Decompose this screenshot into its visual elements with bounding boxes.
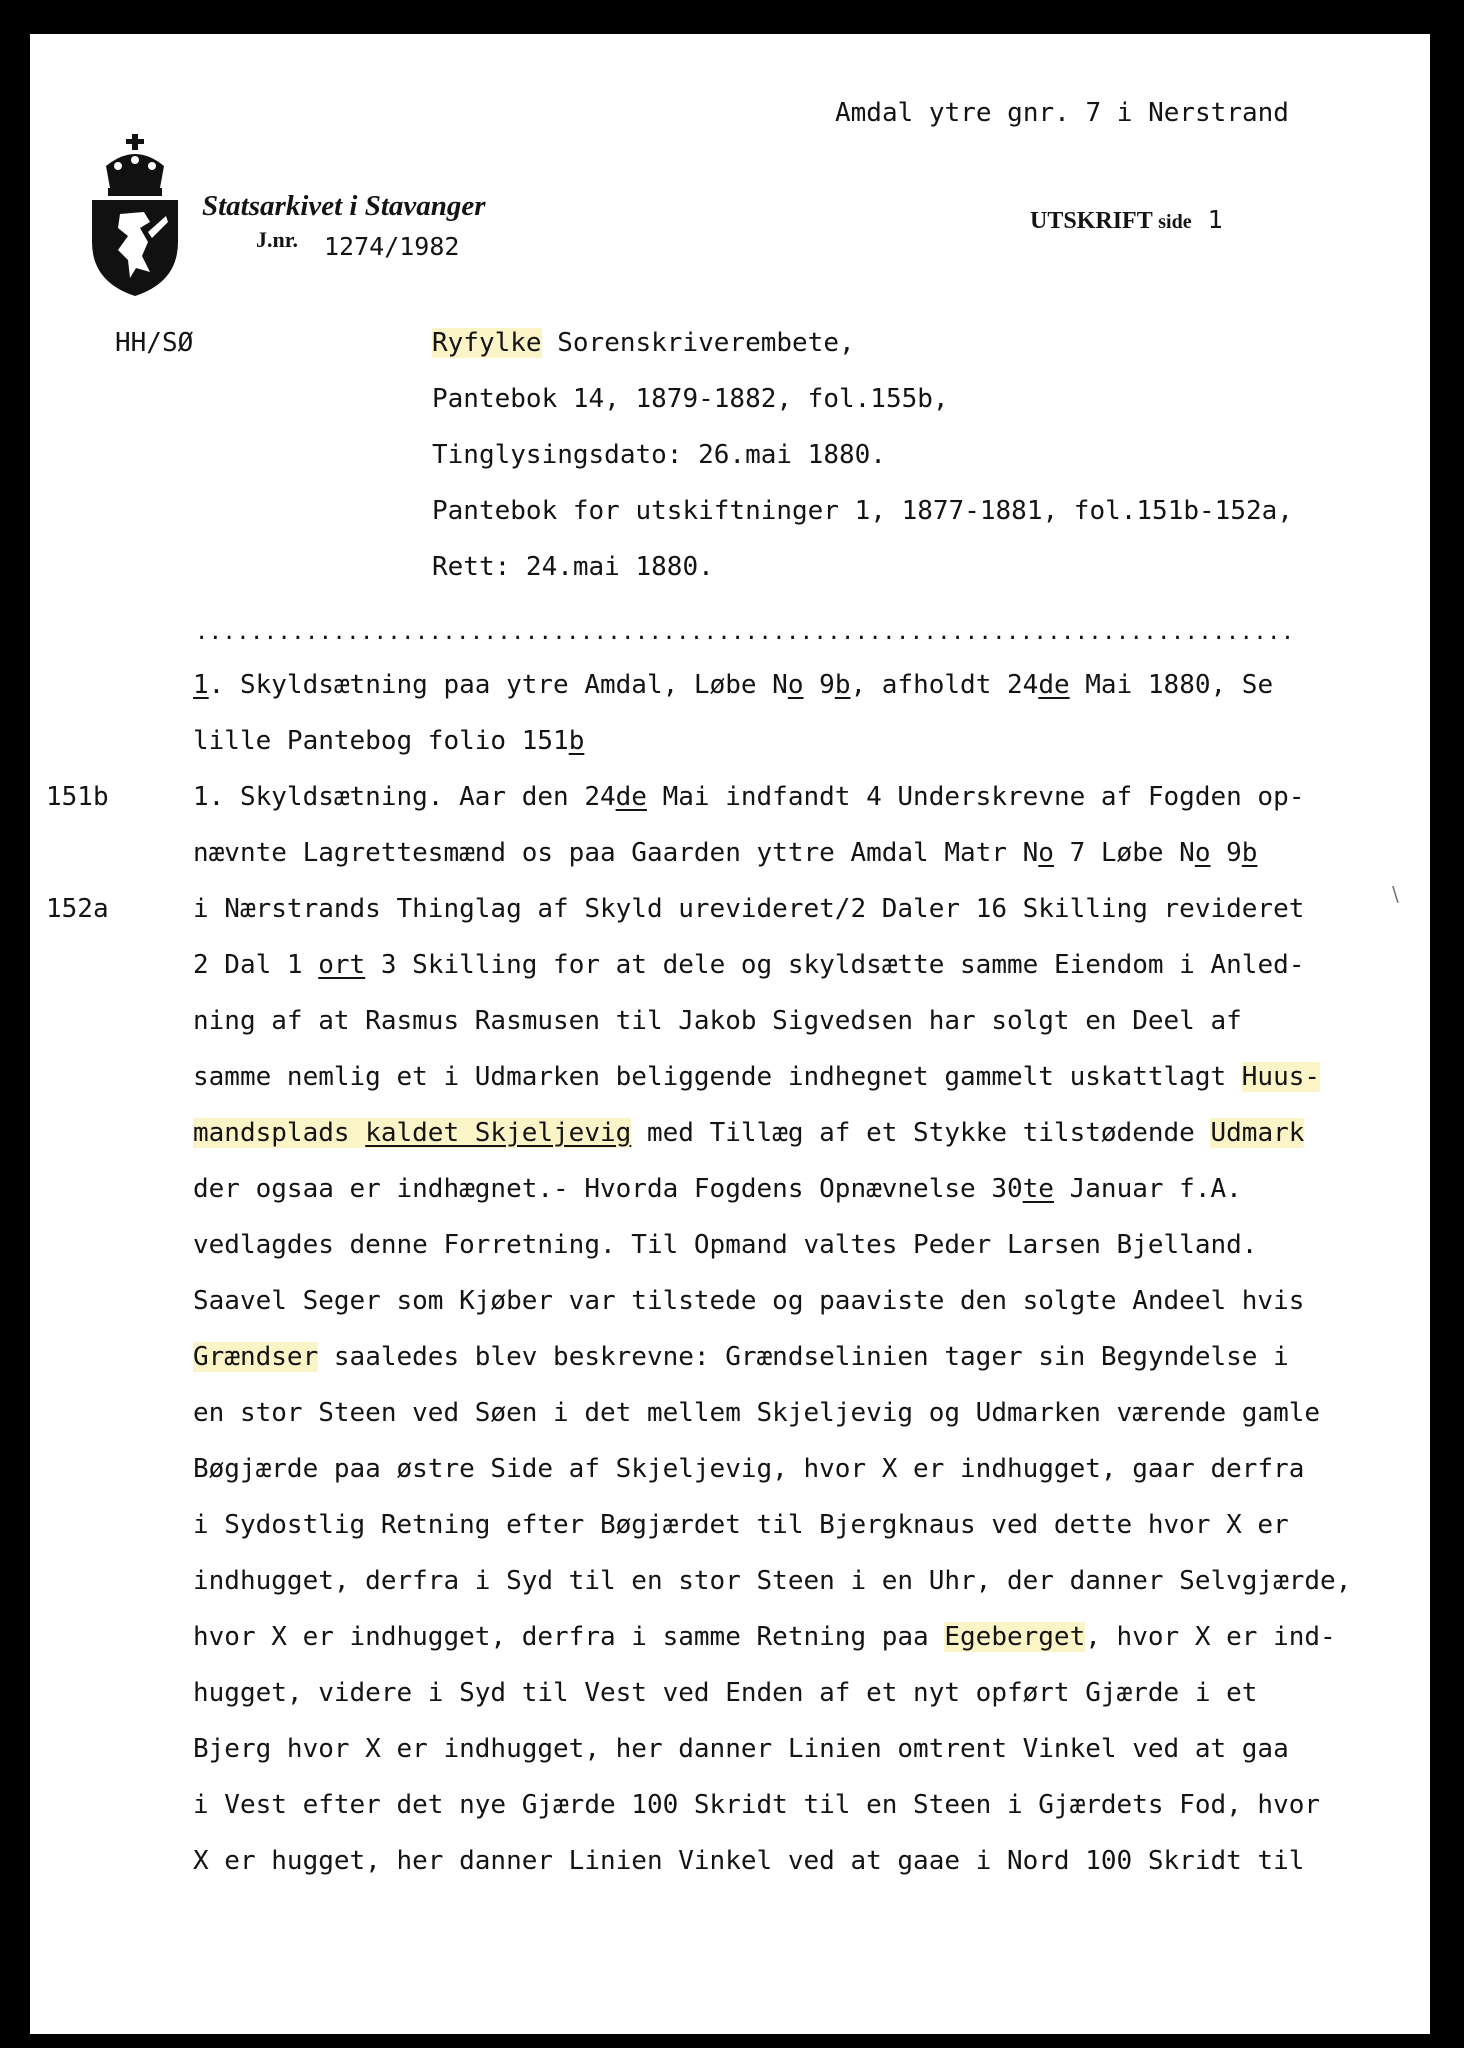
document-page: [30, 34, 1430, 2034]
crown-icon: [106, 134, 164, 196]
body-line-17: indhugget, derfra i Syd til en stor Steen i en Uhr, der danner Selvgjærde,: [193, 1566, 1352, 1596]
place-heading: Amdal ytre gnr. 7 i Nerstrand: [835, 98, 1289, 128]
body-line-20: Bjerg hvor X er indhugget, her danner Linien omtrent Vinkel ved at gaa: [193, 1734, 1289, 1764]
typist-initials: HH/SØ: [115, 328, 194, 358]
side-label: side: [1158, 211, 1192, 233]
source-office: [432, 328, 855, 358]
journal-number-label: J.nr.: [256, 227, 298, 252]
dotted-separator: ................................................................................: [195, 620, 1295, 645]
body-line-5: i Nærstrands Thinglag af Skyld urevideret/2 Daler 16 Skilling revideret: [193, 894, 1305, 924]
body-line-1: 1. Skyldsætning paa ytre Amdal, Løbe No 9b, afholdt 24de Mai 1880, Se: [193, 670, 1274, 700]
page-number: 1: [1207, 205, 1223, 234]
body-line-22: X er hugget, her danner Linien Vinkel ved at gaae i Nord 100 Skridt til: [193, 1846, 1305, 1876]
body-line-19: hugget, videre i Syd til Vest ved Enden af et nyt opført Gjærde i et: [193, 1678, 1258, 1708]
utskrift-heading: [1030, 205, 1223, 235]
source-line-3: Tinglysingsdato: 26.mai 1880.: [432, 440, 886, 470]
body-line-12: Saavel Seger som Kjøber var tilstede og paaviste den solgte Andeel hvis: [193, 1286, 1305, 1316]
body-line-7: ning af at Rasmus Rasmusen til Jakob Sigvedsen har solgt en Deel af: [193, 1006, 1242, 1036]
body-line-15: Bøgjærde paa østre Side af Skjeljevig, hvor X er indhugget, gaar derfra: [193, 1454, 1305, 1484]
source-line-2: Pantebok 14, 1879-1882, fol.155b,: [432, 384, 949, 414]
source-office-rest: Sorenskriverembete,: [541, 328, 855, 358]
margin-ref-152a: 152a: [46, 894, 109, 924]
utskrift-label: UTSKRIFT: [1030, 208, 1153, 234]
margin-ref-151b: 151b: [46, 782, 109, 812]
highlight-ryfylke: Ryfylke: [432, 328, 542, 358]
body-line-14: en stor Steen ved Søen i det mellem Skjeljevig og Udmarken værende gamle: [193, 1398, 1321, 1428]
body-line-2: lille Pantebog folio 151b: [193, 726, 585, 756]
body-line-11: vedlagdes denne Forretning. Til Opmand valtes Peder Larsen Bjelland.: [193, 1230, 1258, 1260]
journal-number: 1274/1982: [324, 232, 460, 261]
source-line-5: Rett: 24.mai 1880.: [432, 552, 714, 582]
body-line-16: i Sydostlig Retning efter Bøgjærdet til Bjergknaus ved dette hvor X er: [193, 1510, 1289, 1540]
body-line-21: i Vest efter det nye Gjærde 100 Skridt til en Steen i Gjærdets Fod, hvor: [193, 1790, 1321, 1820]
norwegian-coat-of-arms-emblem: [88, 132, 182, 298]
source-line-4: Pantebok for utskiftninger 1, 1877-1881, fol.151b-152a,: [432, 496, 1293, 526]
archive-name: Statsarkivet i Stavanger: [202, 190, 486, 222]
pencil-mark: \: [1392, 882, 1399, 906]
body-line-6: 2 Dal 1 ort 3 Skilling for at dele og skyldsætte samme Eiendom i Anled-: [193, 950, 1305, 980]
body-line-4: nævnte Lagrettesmænd os paa Gaarden yttre Amdal Matr No 7 Løbe No 9b: [193, 838, 1258, 868]
body-line-9: mandsplads kaldet Skjeljevig med Tillæg af et Stykke tilstødende Udmark: [193, 1118, 1305, 1148]
body-line-18: hvor X er indhugget, derfra i samme Retning paa Egeberget, hvor X er ind-: [193, 1622, 1336, 1652]
body-line-13: Grændser saaledes blev beskrevne: Grændselinien tager sin Begyndelse i: [193, 1342, 1289, 1372]
body-line-3: 1. Skyldsætning. Aar den 24de Mai indfandt 4 Underskrevne af Fogden op-: [193, 782, 1305, 812]
body-line-10: der ogsaa er indhægnet.- Hvorda Fogdens Opnævnelse 30te Januar f.A.: [193, 1174, 1242, 1204]
body-line-8: samme nemlig et i Udmarken beliggende indhegnet gammelt uskattlagt Huus-: [193, 1062, 1321, 1092]
